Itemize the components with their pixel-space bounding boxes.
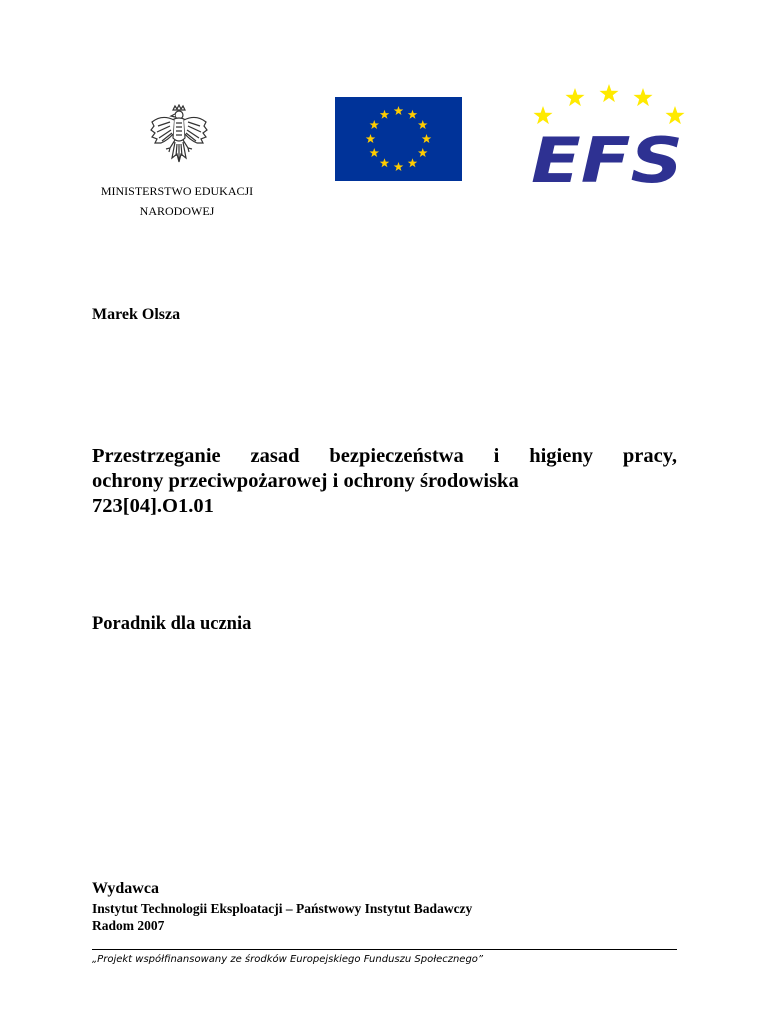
ministry-line-1: MINISTERSTWO EDUKACJI xyxy=(100,184,254,198)
efs-logo-text: EFS xyxy=(531,124,683,188)
document-title xyxy=(92,444,677,519)
efs-star-icon xyxy=(599,84,618,102)
efs-logo xyxy=(525,82,691,188)
ministry-name xyxy=(92,181,262,221)
publication-place-year: Radom 2007 xyxy=(92,918,165,933)
efs-star-icon xyxy=(665,106,684,124)
efs-star-icon xyxy=(633,88,652,106)
title-line-1: Przestrzeganie zasad bezpieczeństwa i higieny pracy, xyxy=(92,445,677,467)
footer-divider xyxy=(92,949,677,950)
publisher-name: Instytut Technologii Eksploatacji – Państwowy Instytut Badawczy xyxy=(92,901,473,916)
polish-eagle-icon xyxy=(148,104,210,166)
ministry-line-2: NARODOWEJ xyxy=(139,204,215,218)
document-subtitle: Poradnik dla ucznia xyxy=(92,614,252,634)
author-name: Marek Olsza xyxy=(92,306,181,323)
publisher-heading: Wydawca xyxy=(92,880,159,897)
title-line-3: 723[04].O1.01 xyxy=(92,495,214,517)
efs-star-icon xyxy=(565,88,584,106)
funding-note: „Projekt współfinansowany ze środków Europejskiego Funduszu Społecznego” xyxy=(92,954,484,965)
title-line-2: ochrony przeciwpożarowej i ochrony środowiska xyxy=(92,470,519,492)
efs-star-icon xyxy=(533,106,552,124)
eu-flag-icon xyxy=(335,97,462,181)
